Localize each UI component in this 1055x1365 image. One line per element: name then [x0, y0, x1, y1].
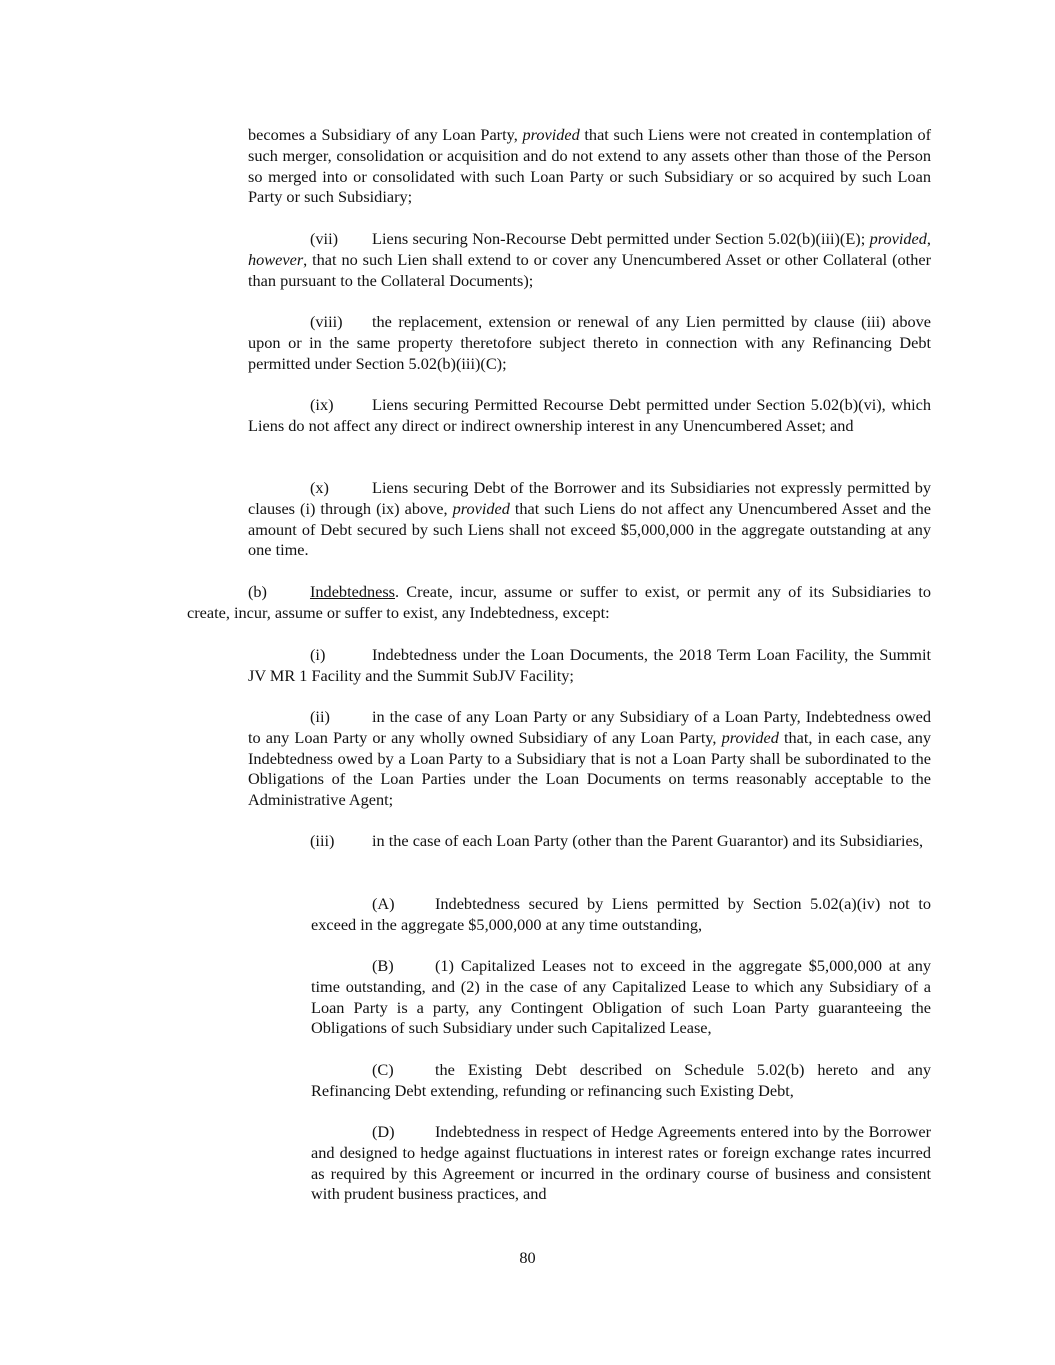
italic-text: provided [452, 498, 510, 518]
clause-number: (iii) [310, 831, 335, 850]
text: the Existing Debt described on Schedule 5.02(b) hereto and any Refinancing Debt extending, refunding or refinancing such Existing Debt, [311, 1060, 931, 1100]
text: in the case of each Loan Party (other than the Parent Guarantor) and its Subsidiaries, [372, 831, 924, 850]
paragraph-b-ii [248, 707, 931, 811]
paragraph-x [248, 478, 931, 561]
paragraph-C [311, 1060, 931, 1102]
clause-number: (D) [372, 1122, 395, 1141]
text: Indebtedness under the Loan Documents, the 2018 Term Loan Facility, the Summit JV MR 1 Facility and the Summit SubJV Facility; [248, 645, 931, 685]
italic-text: provided [869, 229, 927, 248]
clause-number: (viii) [310, 312, 343, 331]
text: Liens securing Non-Recourse Debt permitted under Section 5.02(b)(iii)(E); [372, 229, 870, 248]
clause-number: (vii) [310, 229, 339, 248]
italic-text: provided [522, 125, 580, 144]
text: . Create, incur, assume or suffer to exist, or permit any of its Subsidiaries to create, incur, assume or suffer to exist, any Indebtedness, except: [187, 582, 931, 622]
clause-number: (i) [310, 645, 326, 664]
clause-number: (ix) [310, 395, 334, 414]
paragraph-ix [248, 395, 931, 437]
text: that, in each case, any Indebtedness owed by a Loan Party to a Subsidiary that is not a Loan Party shall be subordinated to the Obligations of the Loan Parties under the Loan Documents on terms reasonably acceptable to the Administrative Agent; [248, 727, 931, 810]
section-heading: Indebtedness [310, 582, 395, 601]
paragraph-continuation [248, 125, 931, 208]
text: , [926, 229, 931, 248]
text: (1) Capitalized Leases not to exceed in the aggregate $5,000,000 at any time outstanding, and (2) in the case of any Capitalized Lease to which any Subsidiary of a Loan Party is a party, any Contingent Obligation of such Loan Party guaranteeing the Obligations of such Subsidiary under such Capitalized Lease, [311, 956, 931, 1038]
page-number: 80 [519, 1248, 536, 1267]
text: the replacement, extension or renewal of any Lien permitted by clause (iii) above upon or in the same property theretofore subject thereto in connection with any Refinancing Debt permitted under Section 5.02(b)(iii)(C); [248, 312, 931, 373]
text: becomes a Subsidiary of any Loan Party, [248, 125, 523, 144]
clause-number: (b) [248, 582, 267, 601]
italic-text: provided [721, 727, 779, 747]
text: Indebtedness in respect of Hedge Agreements entered into by the Borrower and designed to hedge against fluctuations in interest rates or foreign exchange rates incurred as required by this Agreement or incurred in the ordinary course of business and consistent with prudent business practices, and [311, 1122, 931, 1204]
paragraph-b-i [248, 645, 931, 687]
clause-number: (A) [372, 894, 395, 913]
clause-number: (ii) [310, 707, 330, 726]
clause-number: (B) [372, 956, 394, 975]
text: that such Liens were not created in contemplation of such merger, consolidation or acquisition and do not extend to any assets other than those of the Person so merged into or consolidated with such Loan Party or such Subsidiary or so acquired by such Loan Party or such Subsidiary; [248, 125, 932, 207]
clause-number: (x) [310, 478, 329, 497]
text: Indebtedness secured by Liens permitted by Section 5.02(a)(iv) not to exceed in the aggregate $5,000,000 at any time outstanding, [311, 894, 931, 934]
italic-text: however [248, 249, 304, 269]
paragraph-b-iii [248, 831, 931, 852]
text: in the case of any Loan Party or any Subsidiary of a Loan Party, Indebtedness owed to any Loan Party or any wholly owned Subsidiary of any Loan Party, [248, 707, 931, 747]
paragraph-D [311, 1122, 931, 1205]
clause-number: (C) [372, 1060, 394, 1079]
text: Liens securing Permitted Recourse Debt permitted under Section 5.02(b)(vi), which Liens do not affect any direct or indirect ownership interest in any Unencumbered Asset; and [248, 395, 931, 435]
paragraph-vii [248, 229, 931, 291]
paragraph-A [311, 894, 931, 936]
text: , that no such Lien shall extend to or cover any Unencumbered Asset or other Collateral (other than pursuant to the Collateral Documents); [248, 249, 931, 290]
paragraph-viii [248, 312, 931, 374]
text: that such Liens do not affect any Unencumbered Asset and the amount of Debt secured by such Liens shall not exceed $5,000,000 in the aggregate outstanding at any one time. [248, 498, 931, 560]
text: Liens securing Debt of the Borrower and its Subsidiaries not expressly permitted by clauses (i) through (ix) above, [248, 478, 931, 518]
paragraph-b-indebtedness [187, 582, 931, 624]
paragraph-B [311, 956, 931, 1039]
